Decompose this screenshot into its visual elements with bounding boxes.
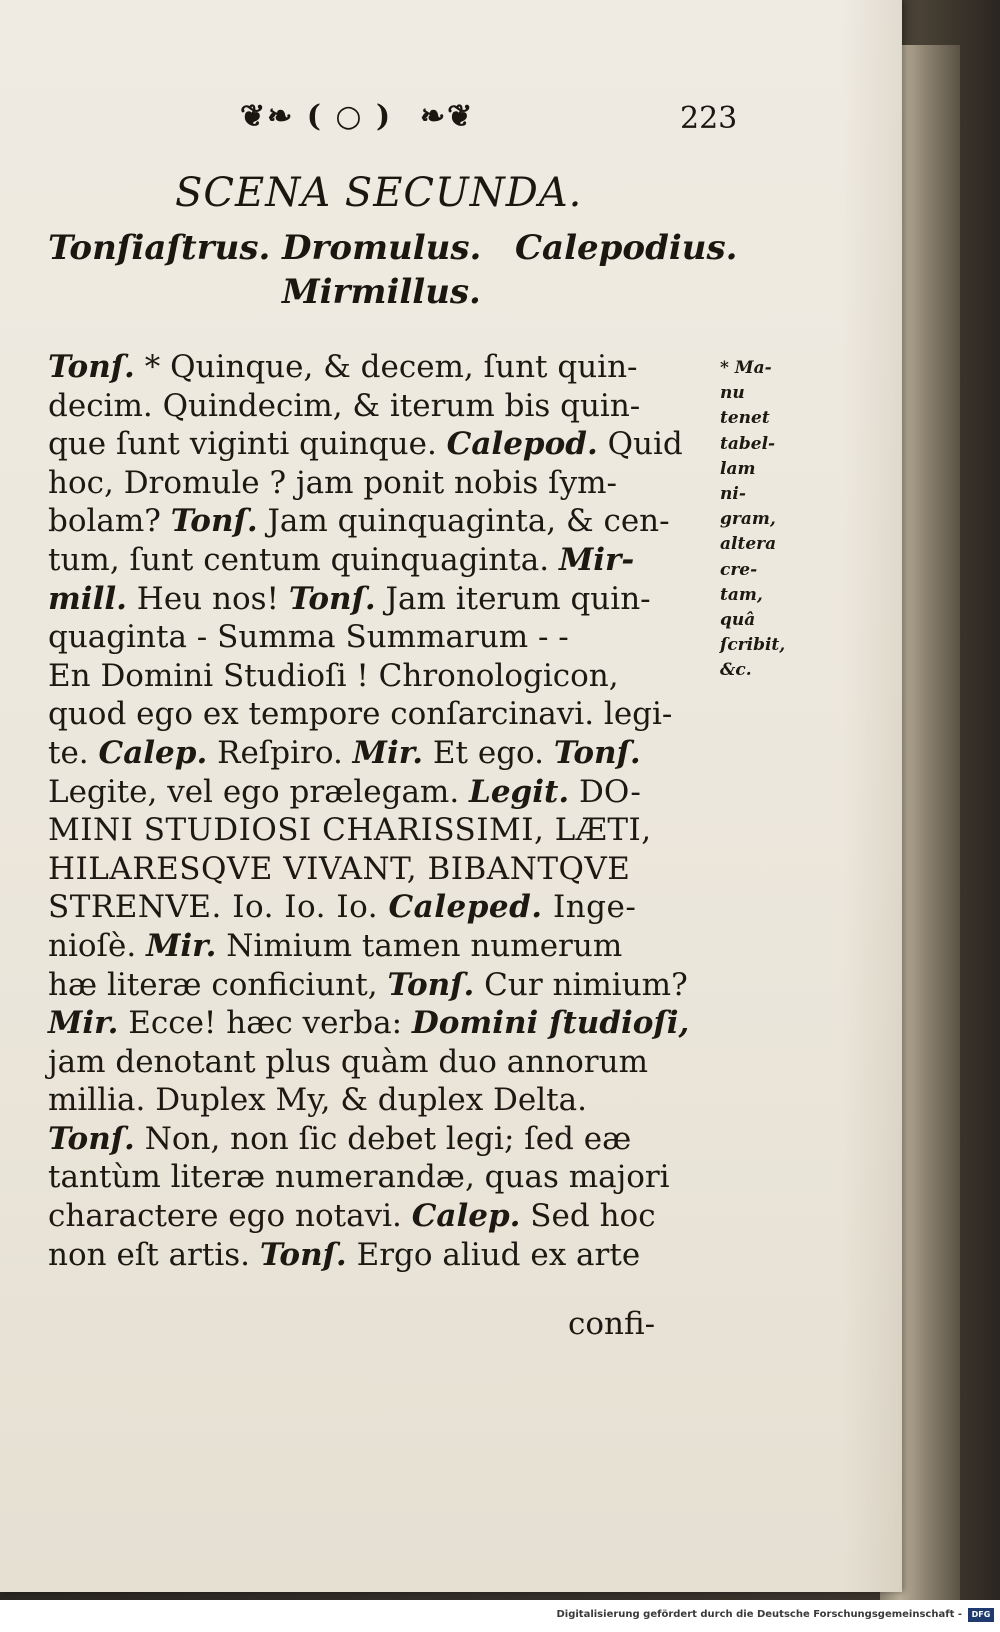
marginal-line: &c. <box>720 660 752 681</box>
text-line: tantùm literæ numerandæ, quas majori <box>48 1159 670 1196</box>
cast-member: Dromulus. <box>282 228 482 268</box>
text-line: hoc, Dromule ? jam ponit nobis ſym- <box>48 464 618 501</box>
text-line: STRENVE. Io. Io. Io. Caleped. Inge- <box>48 889 637 926</box>
marginal-line: nu <box>720 383 745 404</box>
marginal-line: ſcribit, <box>720 635 786 656</box>
catchword: confi- <box>568 1306 656 1342</box>
text-line: quaginta - Summa Summarum - - <box>48 619 569 656</box>
header-ornament-left: ❦❧ ( ○ ) <box>240 99 393 134</box>
text-line: MINI STUDIOSI CHARISSIMI, LÆTI, <box>48 812 652 849</box>
text-line: que ſunt viginti quinque. Calepod. Quid <box>48 426 683 463</box>
cast-member: Mirmillus. <box>282 272 481 312</box>
text-line: jam denotant plus quàm duo annorum <box>48 1043 648 1080</box>
text-line: Tonſ. Non, non ſic debet legi; ſed eæ <box>48 1120 632 1157</box>
page-header <box>240 95 738 145</box>
marginal-line: ni- <box>720 484 746 505</box>
scene-title: SCENA SECUNDA. <box>175 170 583 216</box>
text-line: non eſt artis. Tonſ. Ergo aliud ex arte <box>48 1236 641 1273</box>
marginal-line: lam <box>720 458 756 479</box>
text-line: bolam? Tonſ. Jam quinquaginta, & cen- <box>48 503 670 540</box>
page-number: 223 <box>680 101 738 136</box>
text-line: Tonſ. * Quinque, & decem, ſunt quin- <box>48 349 638 385</box>
marginal-line: altera <box>720 534 777 555</box>
digitization-footer <box>0 1600 1000 1632</box>
header-ornament-right: ❧❦ <box>420 99 475 134</box>
text-line: En Domini Studioſi ! Chronologicon, <box>48 657 619 694</box>
cast-member: Calepodius. <box>515 228 738 268</box>
text-line: decim. Quindecim, & iterum bis quin- <box>48 387 641 424</box>
text-line: Mir. Ecce! hæc verba: Domini ſtudioſi, <box>48 1005 690 1042</box>
marginal-line: tabel- <box>720 433 776 454</box>
dialogue-text <box>48 348 728 1274</box>
marginal-line: cre- <box>720 559 758 580</box>
dfg-logo: DFG <box>968 1608 994 1622</box>
funding-credit: Digitalisierung gefördert durch die Deutsche Forschungsgemeinschaft - <box>556 1609 962 1620</box>
cast-member: Tonſiaſtrus. <box>48 228 271 268</box>
text-line: tum, ſunt centum quinquaginta. Mir- <box>48 541 635 578</box>
text-line: hæ literæ conficiunt, Tonſ. Cur nimium? <box>48 966 688 1003</box>
text-line: nioſè. Mir. Nimium tamen numerum <box>48 927 623 964</box>
marginal-line: tam, <box>720 584 763 605</box>
text-line: mill. Heu nos! Tonſ. Jam iterum quin- <box>48 580 651 617</box>
marginal-line: gram, <box>720 509 776 530</box>
marginal-line: quâ <box>720 610 756 631</box>
text-line: charactere ego notavi. Calep. Sed hoc <box>48 1198 656 1235</box>
text-line: te. Calep. Reſpiro. Mir. Et ego. Tonſ. <box>48 734 641 771</box>
marginal-line: * Ma- <box>720 358 772 378</box>
text-line: millia. Duplex My, & duplex Delta. <box>48 1082 587 1119</box>
text-line: quod ego ex tempore conſarcinavi. legi- <box>48 696 673 733</box>
text-line: Legite, vel ego prælegam. Legit. DO- <box>48 773 641 810</box>
marginal-note <box>720 356 800 684</box>
marginal-line: tenet <box>720 408 770 429</box>
text-line: HILARESQVE VIVANT, BIBANTQVE <box>48 850 631 887</box>
